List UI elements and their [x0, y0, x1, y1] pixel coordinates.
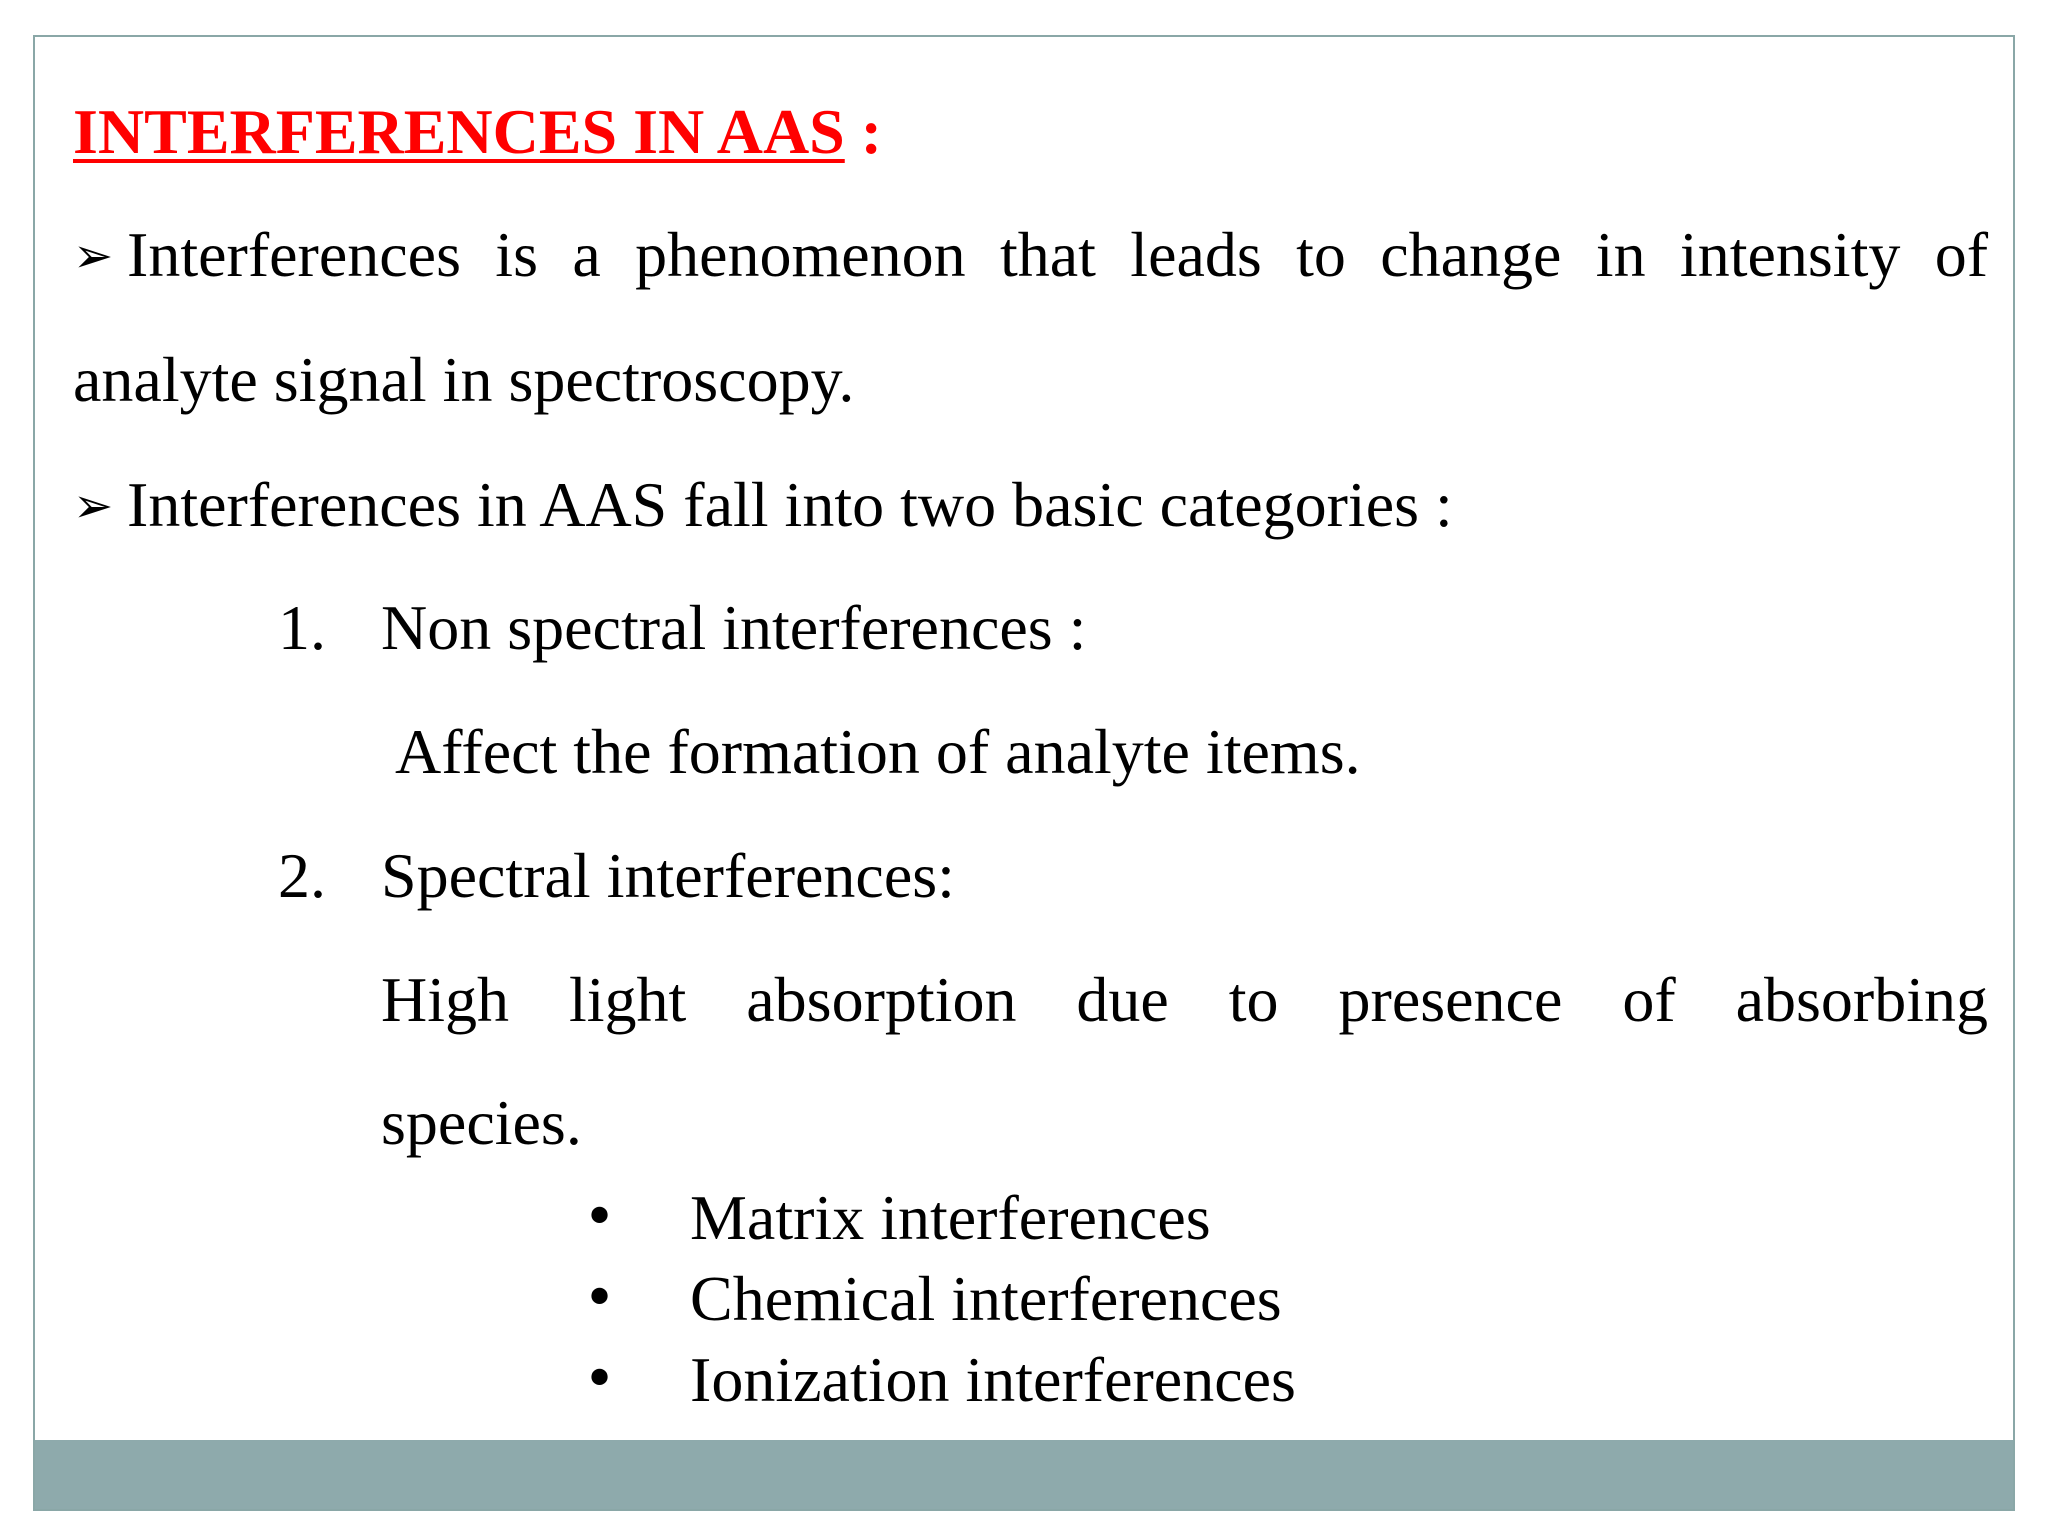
arrow-bullet-icon: ➢: [73, 478, 114, 534]
category-2-description-line-1: High light absorption due to presence of absorbing: [381, 964, 1988, 1035]
paragraph-2: [73, 465, 1453, 546]
paragraph-1-line-1-text: Interferences is a phenomenon that leads to change in intensity of: [127, 219, 1988, 290]
sub-bullet-icon: •: [583, 1266, 617, 1331]
slide-title-colon: :: [860, 96, 883, 167]
slide-title: [73, 92, 882, 172]
paragraph-2-text: Interferences in AAS fall into two basic categories :: [127, 469, 1453, 540]
footer-bar: [35, 1440, 2013, 1509]
category-2-description-line-2: species.: [381, 1087, 582, 1158]
category-1-number: 1.: [278, 592, 326, 663]
sub-item-matrix: Matrix interferences: [690, 1182, 1211, 1253]
arrow-bullet-icon: ➢: [73, 228, 114, 284]
category-1-heading: Non spectral interferences :: [381, 592, 1087, 663]
sub-item-chemical: Chemical interferences: [690, 1263, 1282, 1334]
paragraph-1-line-1: [73, 215, 1988, 296]
slide-title-text: INTERFERENCES IN AAS: [73, 96, 845, 167]
sub-item-ionization: Ionization interferences: [690, 1344, 1296, 1415]
sub-bullet-icon: •: [583, 1185, 617, 1250]
category-2-heading: Spectral interferences:: [381, 840, 955, 911]
category-2-number: 2.: [278, 840, 326, 911]
category-1-description: Affect the formation of analyte items.: [395, 716, 1361, 787]
paragraph-1-line-2: analyte signal in spectroscopy.: [73, 344, 855, 415]
sub-bullet-icon: •: [583, 1347, 617, 1412]
